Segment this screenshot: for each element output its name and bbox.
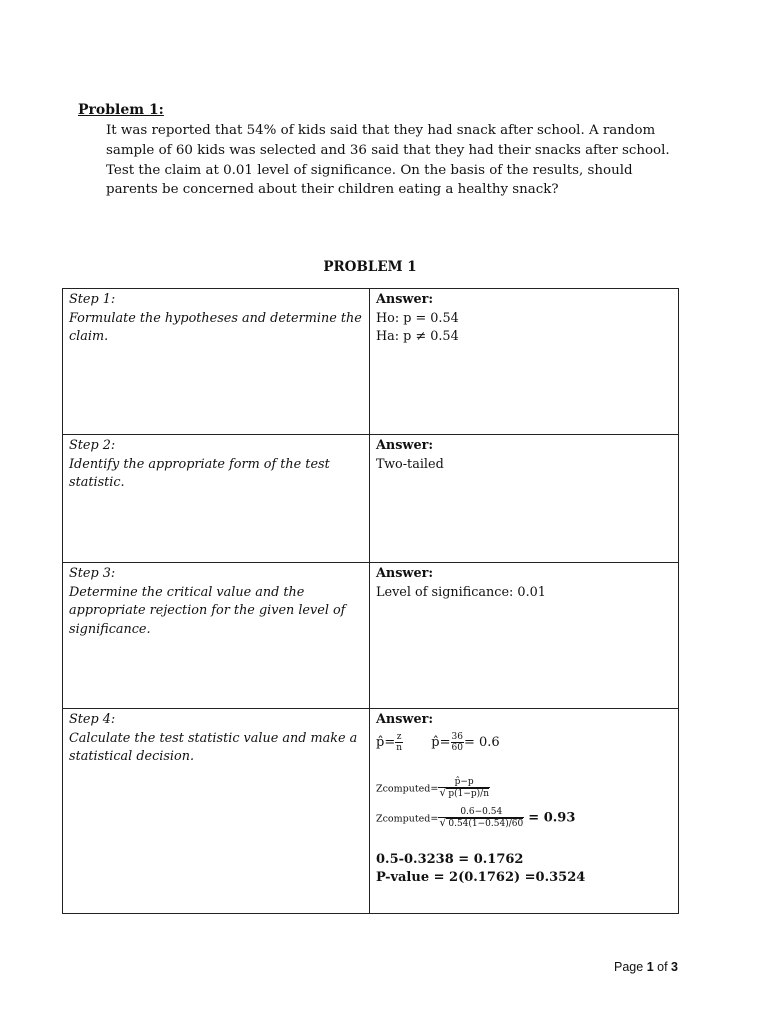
phat-denominator: n: [396, 742, 403, 753]
z-formula-denominator: √ p(1−p)/n: [439, 785, 489, 799]
answer-line: Ha: p ≠ 0.54: [376, 329, 459, 344]
step-label: Step 2:: [69, 438, 116, 453]
z-formula-numerator: p̂−p: [438, 777, 490, 788]
step-label: Step 3:: [69, 566, 116, 581]
step-label: Step 1:: [69, 292, 116, 307]
z-formula-line: [376, 777, 672, 799]
step-cell-3: [63, 563, 370, 709]
z-label: Zcomputed=: [376, 813, 439, 824]
step-description: Formulate the hypotheses and determine the claim.: [69, 310, 362, 344]
step-description: Calculate the test statistic value and make a statistical decision.: [69, 730, 358, 764]
phat-value-numerator: 36: [451, 731, 463, 742]
z-calc-numerator: 0.6−0.54: [438, 807, 524, 818]
step-description: Determine the critical value and the appropriate rejection for the given level of significance.: [69, 584, 346, 637]
answer-cell-4: [370, 709, 679, 914]
phat-value-symbol: p̂=: [431, 734, 451, 750]
phat-value-denominator: 60: [451, 742, 463, 753]
z-formula-radicand: p(1−p)/n: [448, 788, 489, 799]
answer-cell-3: [370, 563, 679, 709]
page-current: 1: [646, 960, 654, 974]
z-result: = 0.93: [528, 810, 576, 825]
phat-symbol: p̂=: [376, 734, 396, 750]
phat-fraction: [395, 732, 403, 753]
phat-formula-line: [376, 732, 672, 753]
step-label: Step 4:: [69, 712, 116, 727]
step-row-2: [63, 435, 679, 563]
answer-cell-1: [370, 289, 679, 435]
page-total: 3: [671, 960, 678, 974]
result-line: 0.5-0.3238 = 0.1762: [376, 851, 524, 867]
answer-line: Two-tailed: [376, 456, 444, 472]
steps-table: [62, 288, 679, 914]
problem-heading: Problem 1:: [78, 102, 164, 118]
phat-value-fraction: [451, 732, 464, 753]
answer-line: Ho: p = 0.54: [376, 310, 459, 326]
table-title: PROBLEM 1: [323, 259, 417, 275]
z-calc-radicand: 0.54(1−0.54)/60: [448, 818, 524, 829]
z-calc-line: [376, 807, 672, 829]
z-calc-fraction: [438, 807, 524, 829]
step-row-1: [63, 289, 679, 435]
page-of-word: of: [657, 960, 668, 974]
phat-value-result: = 0.6: [463, 734, 500, 750]
answer-label: Answer:: [376, 566, 434, 581]
step-row-4: [63, 709, 679, 914]
step-cell-2: [63, 435, 370, 563]
answer-label: Answer:: [376, 292, 434, 307]
z-formula-fraction: [438, 777, 490, 799]
z-calc-denominator: √ 0.54(1−0.54)/60: [439, 815, 524, 829]
phat-numerator: z: [396, 731, 402, 742]
answer-label: Answer:: [376, 438, 434, 453]
z-label: Zcomputed=: [376, 783, 439, 794]
p-value-line: P-value = 2(0.1762) =0.3524: [376, 870, 586, 885]
answer-cell-2: [370, 435, 679, 563]
problem-statement: It was reported that 54% of kids said that they had snack after school. A random sample of 60 kids was selected and 36 said that they had their snacks after school. Test the claim at 0.01 level of significance. On the basis of the results, should parents be concerned about their children eating a healthy snack?: [106, 123, 670, 198]
answer-line: Level of significance: 0.01: [376, 584, 546, 600]
step-cell-4: [63, 709, 370, 914]
step-row-3: [63, 563, 679, 709]
step-description: Identify the appropriate form of the test statistic.: [69, 456, 330, 490]
page-footer: [614, 960, 678, 974]
page-word: Page: [614, 960, 644, 974]
step-cell-1: [63, 289, 370, 435]
answer-label: Answer:: [376, 712, 434, 727]
